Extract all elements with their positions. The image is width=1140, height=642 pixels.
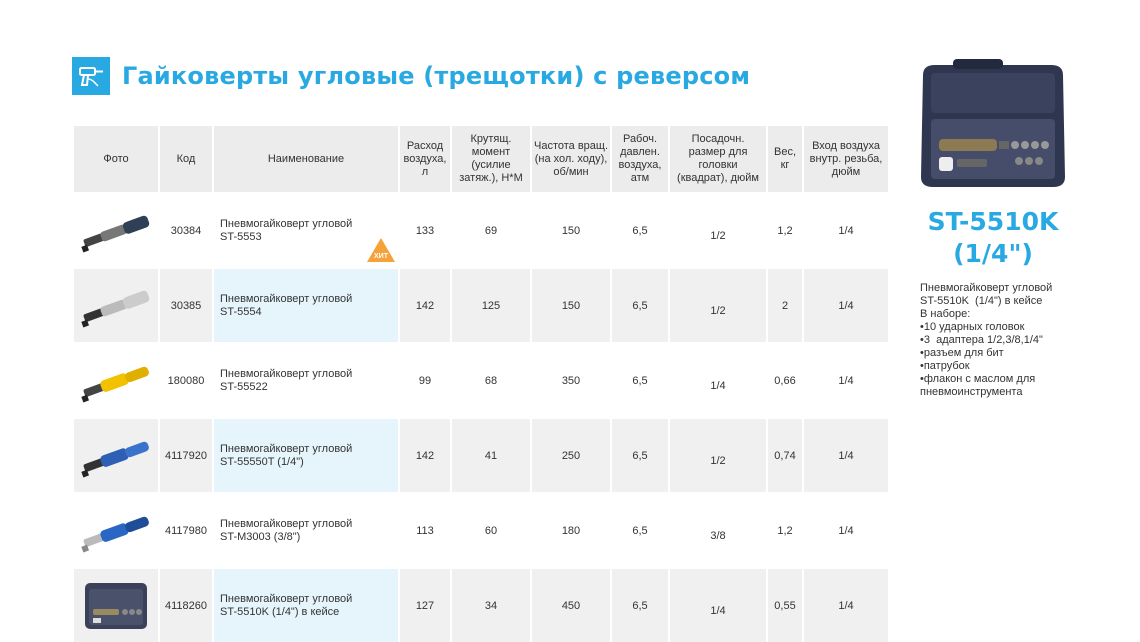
product-photo bbox=[74, 192, 158, 267]
product-pressure: 6,5 bbox=[612, 192, 668, 267]
product-weight: 0,74 bbox=[768, 417, 802, 492]
product-air: 113 bbox=[400, 492, 450, 567]
product-name-line2: ST-5510K (1/4") в кейсе bbox=[220, 605, 340, 618]
product-weight: 0,55 bbox=[768, 567, 802, 642]
product-torque: 34 bbox=[452, 567, 530, 642]
product-code: 30384 bbox=[160, 192, 212, 267]
product-name-line1: Пневмогайковерт угловой bbox=[220, 367, 353, 380]
product-name bbox=[214, 417, 398, 492]
desc-line: •10 ударных головок bbox=[920, 321, 1025, 333]
table-row bbox=[74, 417, 888, 492]
product-inlet: 1/4 bbox=[804, 492, 888, 567]
product-weight: 2 bbox=[768, 267, 802, 342]
page-header bbox=[72, 57, 750, 95]
product-name-line2: ST-5554 bbox=[220, 305, 262, 318]
product-inlet: 1/4 bbox=[804, 342, 888, 417]
product-socket: 1/4 bbox=[670, 567, 766, 642]
desc-line: •патрубок bbox=[920, 360, 970, 372]
product-name-line1: Пневмогайковерт угловой bbox=[220, 517, 353, 530]
product-weight: 1,2 bbox=[768, 192, 802, 267]
product-photo bbox=[74, 342, 158, 417]
product-weight: 0,66 bbox=[768, 342, 802, 417]
product-pressure: 6,5 bbox=[612, 417, 668, 492]
featured-model-name: ST-5510K bbox=[927, 207, 1059, 236]
product-air: 133 bbox=[400, 192, 450, 267]
product-inlet: 1/4 bbox=[804, 417, 888, 492]
product-rpm: 250 bbox=[532, 417, 610, 492]
ratchet-wrench-icon bbox=[76, 506, 156, 556]
desc-line: •разъем для бит bbox=[920, 347, 1004, 359]
header-socket: Посадочн. размер для головки (квадрат), дюйм bbox=[670, 126, 766, 192]
product-code: 4118260 bbox=[160, 567, 212, 642]
product-rpm: 450 bbox=[532, 567, 610, 642]
product-name-line2: ST-M3003 (3/8") bbox=[220, 530, 301, 543]
product-name-line1: Пневмогайковерт угловой bbox=[220, 592, 353, 605]
product-pressure: 6,5 bbox=[612, 342, 668, 417]
ratchet-wrench-icon bbox=[76, 356, 156, 406]
header-inlet: Вход воздуха внутр. резьба, дюйм bbox=[804, 126, 888, 192]
product-socket: 1/4 bbox=[670, 342, 766, 417]
table-header-row bbox=[74, 126, 888, 192]
product-torque: 68 bbox=[452, 342, 530, 417]
product-name-line1: Пневмогайковерт угловой bbox=[220, 442, 353, 455]
page-title: Гайковерты угловые (трещотки) с реверсом bbox=[122, 62, 751, 90]
product-rpm: 180 bbox=[532, 492, 610, 567]
product-pressure: 6,5 bbox=[612, 567, 668, 642]
product-name bbox=[214, 567, 398, 642]
header-torque: Крутящ. момент (усилие затяж.), Н*М bbox=[452, 126, 530, 192]
product-torque: 69 bbox=[452, 192, 530, 267]
product-photo bbox=[74, 492, 158, 567]
product-name bbox=[214, 192, 398, 267]
product-table bbox=[72, 126, 890, 642]
product-air: 142 bbox=[400, 267, 450, 342]
product-pressure: 6,5 bbox=[612, 492, 668, 567]
product-torque: 125 bbox=[452, 267, 530, 342]
table-row bbox=[74, 267, 888, 342]
table-row bbox=[74, 192, 888, 267]
product-inlet: 1/4 bbox=[804, 267, 888, 342]
product-name bbox=[214, 342, 398, 417]
ratchet-wrench-icon bbox=[76, 431, 156, 481]
featured-description bbox=[920, 282, 1130, 399]
hit-badge-icon bbox=[366, 237, 396, 263]
featured-model bbox=[908, 206, 1078, 270]
product-torque: 60 bbox=[452, 492, 530, 567]
header-code: Код bbox=[160, 126, 212, 192]
tool-case-icon bbox=[81, 579, 151, 633]
header-rpm: Частота вращ. (на хол. ходу), об/мин bbox=[532, 126, 610, 192]
product-code: 4117920 bbox=[160, 417, 212, 492]
desc-line: Пневмогайковерт угловой bbox=[920, 282, 1053, 294]
product-inlet: 1/4 bbox=[804, 567, 888, 642]
product-socket: 1/2 bbox=[670, 267, 766, 342]
product-socket: 3/8 bbox=[670, 492, 766, 567]
product-code: 180080 bbox=[160, 342, 212, 417]
product-air: 127 bbox=[400, 567, 450, 642]
product-photo bbox=[74, 567, 158, 642]
product-air: 99 bbox=[400, 342, 450, 417]
desc-line: пневмоинструмента bbox=[920, 386, 1023, 398]
tool-case-image bbox=[913, 57, 1073, 193]
product-socket: 1/2 bbox=[670, 192, 766, 267]
featured-model-size: (1/4") bbox=[953, 239, 1033, 268]
product-rpm: 150 bbox=[532, 192, 610, 267]
product-name bbox=[214, 492, 398, 567]
product-code: 30385 bbox=[160, 267, 212, 342]
product-inlet: 1/4 bbox=[804, 192, 888, 267]
header-photo: Фото bbox=[74, 126, 158, 192]
product-photo bbox=[74, 417, 158, 492]
product-photo bbox=[74, 267, 158, 342]
product-pressure: 6,5 bbox=[612, 267, 668, 342]
product-rpm: 150 bbox=[532, 267, 610, 342]
ratchet-wrench-icon bbox=[76, 281, 156, 331]
product-name-line1: Пневмогайковерт угловой bbox=[220, 217, 353, 230]
hit-badge-label: ХИТ bbox=[374, 253, 388, 260]
desc-line: ST-5510K (1/4") в кейсе bbox=[920, 295, 1043, 307]
header-weight: Вес, кг bbox=[768, 126, 802, 192]
product-torque: 41 bbox=[452, 417, 530, 492]
product-name-line2: ST-55550T (1/4") bbox=[220, 455, 304, 468]
header-name: Наименование bbox=[214, 126, 398, 192]
desc-line: В наборе: bbox=[920, 308, 971, 320]
product-socket: 1/2 bbox=[670, 417, 766, 492]
product-code: 4117980 bbox=[160, 492, 212, 567]
ratchet-wrench-icon bbox=[76, 206, 156, 256]
product-name-line2: ST-5553 bbox=[220, 230, 262, 243]
table-row bbox=[74, 567, 888, 642]
desc-line: •флакон с маслом для bbox=[920, 373, 1036, 385]
product-name bbox=[214, 267, 398, 342]
product-name-line2: ST-55522 bbox=[220, 380, 268, 393]
product-name-line1: Пневмогайковерт угловой bbox=[220, 292, 353, 305]
table-row bbox=[74, 342, 888, 417]
header-air: Расход воздуха, л bbox=[400, 126, 450, 192]
drill-icon bbox=[72, 57, 110, 95]
product-air: 142 bbox=[400, 417, 450, 492]
table-row bbox=[74, 492, 888, 567]
header-pressure: Рабоч. давлен. воздуха, атм bbox=[612, 126, 668, 192]
product-weight: 1,2 bbox=[768, 492, 802, 567]
desc-line: •3 адаптера 1/2,3/8,1/4" bbox=[920, 334, 1043, 346]
product-rpm: 350 bbox=[532, 342, 610, 417]
